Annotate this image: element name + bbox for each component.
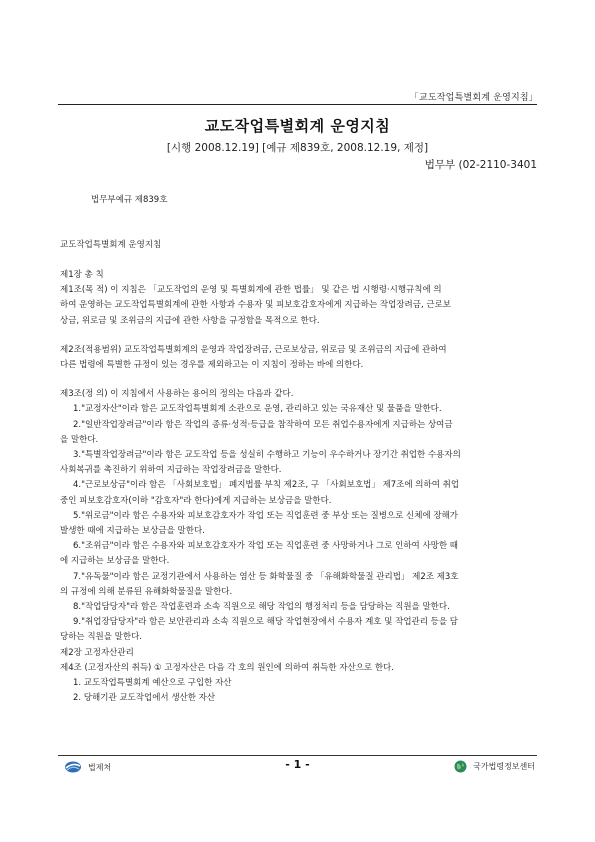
body-line: 당하는 직원을 말한다. [60,632,143,643]
regulation-name: 교도작업특별회계 운영지침 [60,240,162,250]
globe-icon [454,760,467,773]
body-line: 1."교정자산"이라 함은 교도작업특별회계 소관으로 운영, 관리하고 있는 국유재산 및 물품을 말한다. [73,404,442,415]
ministry-contact: 법무부 (02-2110-3401 [424,159,537,171]
footer-agency: 법제처 [88,762,112,772]
body-line: 사회복귀를 촉진하기 위하여 지급하는 작업장려금을 말한다. [60,465,282,476]
paragraph-gap [60,329,538,343]
body-line: 7."유독물"이라 함은 교정기관에서 사용하는 염산 등 화학물질 중 「유해화학물질 관리법」 제2조 제3호 [73,571,459,582]
footer-divider [58,755,537,756]
body-line: 제1조(목 적) 이 지침은 「교도작업의 운영 및 특별회계에 관한 법률」 및 같은 법 시행령·시행규칙에 의 [60,285,442,296]
body-line: 상금, 위로금 및 조위금의 지급에 관한 사항을 규정함을 목적으로 한다. [60,315,320,326]
body-line: 제4조 (고정자산의 취득) ① 고정자산은 다음 각 호의 원인에 의하여 취득한 자산으로 한다. [60,662,394,673]
body-line: 제1장 총 칙 [60,270,104,280]
body-line: 발생한 때에 지급하는 보상금을 말한다. [60,526,205,537]
body-line: 의 규정에 의해 분류된 유해화학물질을 말한다. [60,586,233,597]
enforcement-info: [시행 2008.12.19] [예규 제839호, 2008.12.19, 제정] [166,142,429,154]
body-line: 하여 운영하는 교도작업특별회계에 관한 사항과 수용자 및 피보호감호자에게 지급하는 작업장려금, 근로보 [60,300,452,311]
header-tag: 「교도작업특별회계 운영지침」 [409,93,538,103]
body-line: 8."작업담당자"라 함은 작업훈련과 소속 직원으로 해당 작업의 행정처리 등을 담당하는 직원을 말한다. [73,602,450,613]
body-line: 2."일반작업장려금"이라 함은 작업의 종류·성적·등급을 참작하여 모든 취업수용자에게 지급하는 상여금 [73,419,453,430]
document-body [60,268,538,706]
body-line: 1. 교도작업특별회계 예산으로 구입한 자산 [73,678,232,689]
body-line: 제2조(적용범위) 교도작업특별회계의 운영과 작업장려금, 근로보상금, 위로금 및 조위금의 지급에 관하여 [60,344,447,355]
header-divider [58,104,537,105]
body-line: 다른 법령에 특별한 규정이 있는 경우를 제외하고는 이 지침이 정하는 바에 의한다. [60,360,364,371]
body-line: 제2장 고정자산관리 [60,647,134,658]
page-number: - 1 - [285,758,310,771]
body-line: 5."위로금"이라 함은 수용자와 피보호감호자가 작업 또는 직업훈련 중 부상 또는 질병으로 신체에 장해가 [73,510,459,521]
body-line: 9."취업장담당자"라 함은 보안관리과 소속 직원으로 해당 작업현장에서 수용자 계호 및 작업관리 등을 담 [73,617,459,628]
body-line: 제3조(정 의) 이 지침에서 사용하는 용어의 정의는 다음과 같다. [60,389,294,400]
footer-service: 국가법령정보센터 [473,762,535,771]
paragraph-gap [60,373,538,387]
body-line: 6."조위금"이라 함은 수용자와 피보호감호자가 작업 또는 직업훈련 중 사망하거나 그로 인하여 사망한 때 [73,541,459,552]
body-line: 4."근로보상금"이라 함은 「사회보호법」 폐지법률 부칙 제2조, 구 「사회보호법」 제7조에 의하여 취업 [73,480,460,491]
footer-right [454,760,535,773]
body-line: 에 지급하는 보상금을 말한다. [60,556,170,567]
regulation-number: 법무부예규 제839호 [91,195,168,205]
body-line: 3."특별작업장려금"이라 함은 교도작업 등을 성실히 수행하고 기능이 우수하거나 장기간 취업한 수용자의 [73,450,461,461]
document-title: 교도작업특별회계 운영지침 [204,117,391,135]
body-line: 을 말한다. [60,434,99,445]
body-line: 2. 당해기관 교도작업에서 생산한 자산 [73,693,216,704]
body-line: 중인 피보호감호자(이하 "감호자"라 한다)에게 지급하는 보상금을 말한다. [60,495,332,506]
